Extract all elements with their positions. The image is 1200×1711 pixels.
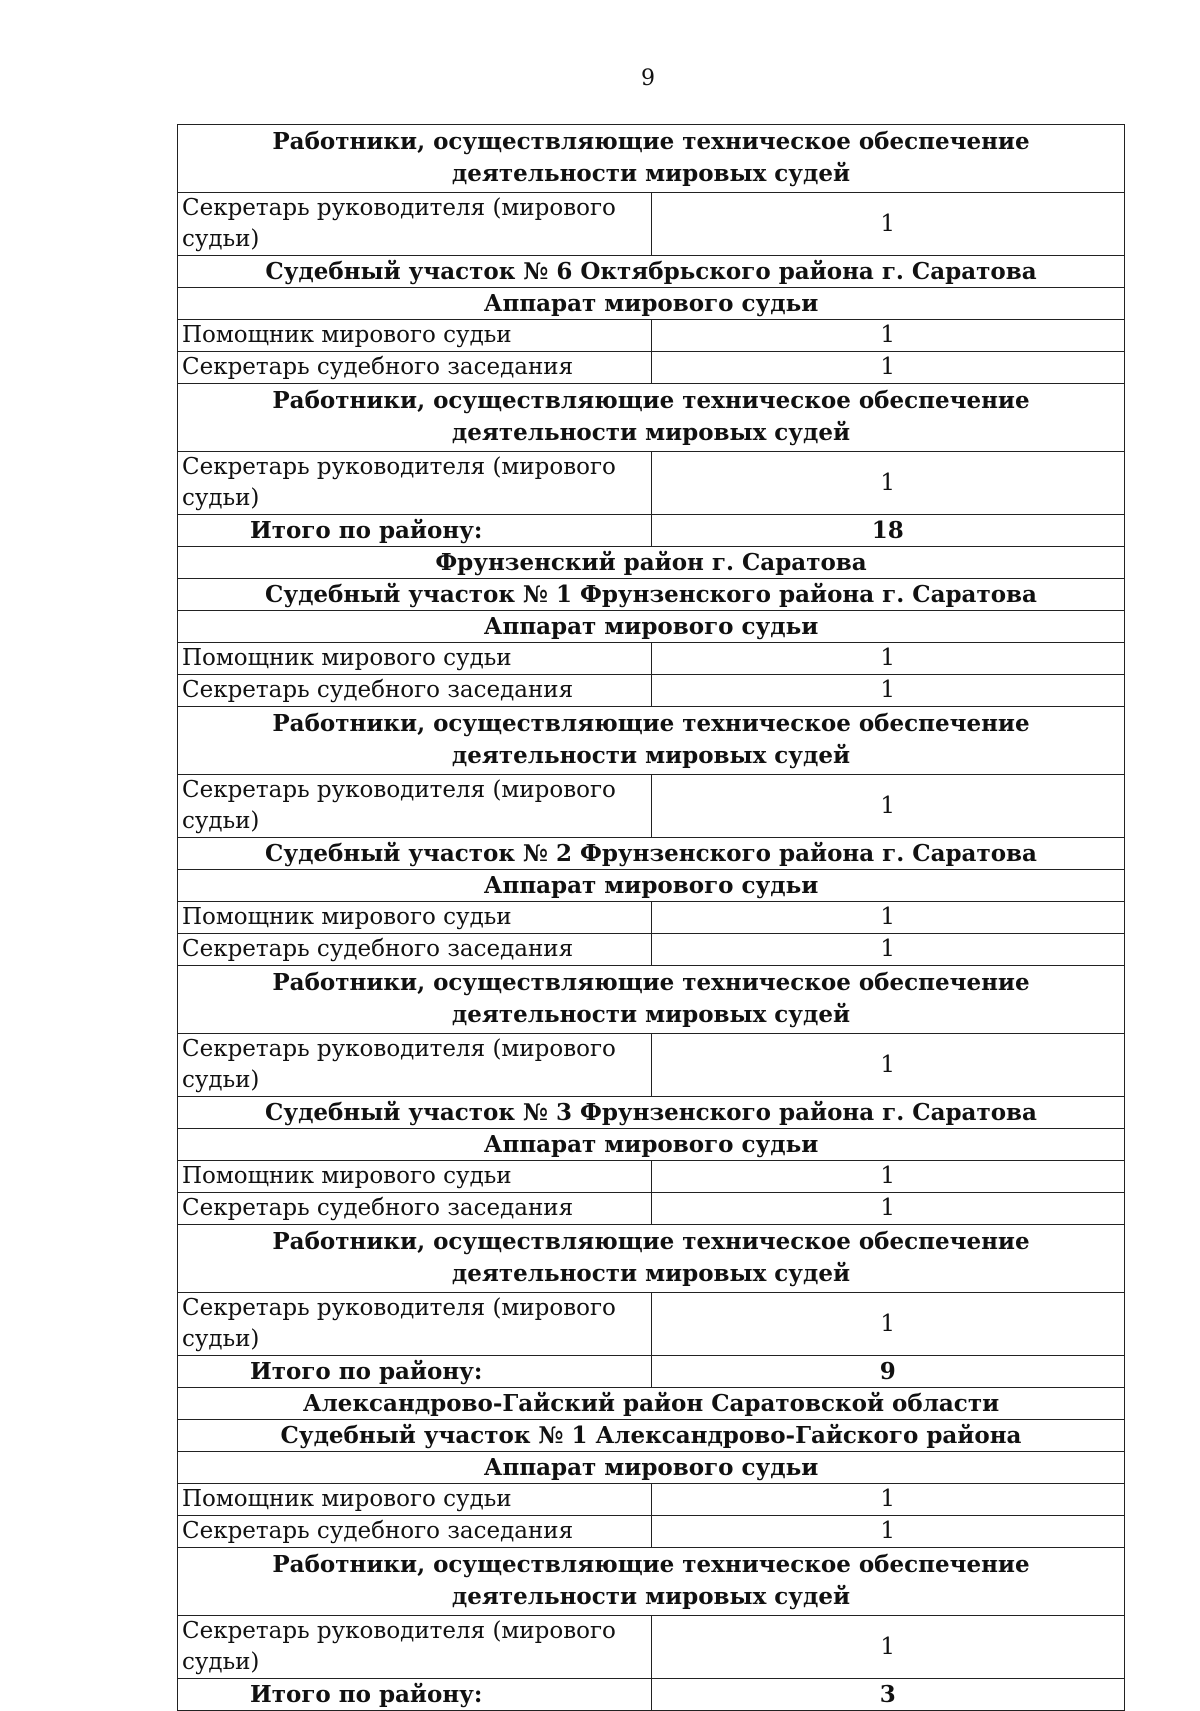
position-count: 1: [651, 1484, 1125, 1516]
section-header-row: [178, 611, 1125, 643]
position-row: [178, 1161, 1125, 1193]
section-header-text: Работники, осуществляющие техническое обеспечение деятельности мировых судей: [178, 1225, 1125, 1293]
section-header-row: [178, 1097, 1125, 1129]
section-header-row: [178, 288, 1125, 320]
position-name: Помощник мирового судьи: [178, 1484, 652, 1516]
position-row: [178, 1193, 1125, 1225]
section-header-text: Работники, осуществляющие техническое обеспечение деятельности мировых судей: [178, 384, 1125, 452]
position-name: Секретарь руководителя (мирового судьи): [178, 1034, 652, 1097]
section-header-text: Работники, осуществляющие техническое обеспечение деятельности мировых судей: [178, 125, 1125, 193]
position-row: [178, 320, 1125, 352]
position-name: Помощник мирового судьи: [178, 1161, 652, 1193]
section-header-row: [178, 579, 1125, 611]
section-header-row: [178, 1388, 1125, 1420]
section-header-row: [178, 1129, 1125, 1161]
position-count: 1: [651, 452, 1125, 515]
position-name: Секретарь судебного заседания: [178, 934, 652, 966]
section-header-row: [178, 1225, 1125, 1293]
position-name: Помощник мирового судьи: [178, 643, 652, 675]
section-header-text: Работники, осуществляющие техническое обеспечение деятельности мировых судей: [178, 707, 1125, 775]
position-row: [178, 643, 1125, 675]
position-name: Секретарь руководителя (мирового судьи): [178, 193, 652, 256]
position-count: 1: [651, 320, 1125, 352]
section-header-text: Аппарат мирового судьи: [178, 1452, 1125, 1484]
position-count: 1: [651, 1516, 1125, 1548]
position-count: 1: [651, 1034, 1125, 1097]
section-header-text: Аппарат мирового судьи: [178, 611, 1125, 643]
position-name: Секретарь судебного заседания: [178, 1516, 652, 1548]
district-total-row: [178, 515, 1125, 547]
section-header-text: Судебный участок № 1 Александрово-Гайского района: [178, 1420, 1125, 1452]
section-header-row: [178, 966, 1125, 1034]
section-header-text: Судебный участок № 6 Октябрьского района г. Саратова: [178, 256, 1125, 288]
district-total-row: [178, 1679, 1125, 1711]
staffing-table-body: [178, 125, 1125, 1711]
total-label: Итого по району:: [178, 1679, 652, 1711]
section-header-text: Александрово-Гайский район Саратовской области: [178, 1388, 1125, 1420]
position-row: [178, 675, 1125, 707]
position-row: [178, 1616, 1125, 1679]
section-header-text: Работники, осуществляющие техническое обеспечение деятельности мировых судей: [178, 1548, 1125, 1616]
total-value: 3: [651, 1679, 1125, 1711]
total-value: 9: [651, 1356, 1125, 1388]
position-row: [178, 1034, 1125, 1097]
district-total-row: [178, 1356, 1125, 1388]
position-count: 1: [651, 1293, 1125, 1356]
section-header-row: [178, 547, 1125, 579]
section-header-text: Аппарат мирового судьи: [178, 870, 1125, 902]
section-header-row: [178, 707, 1125, 775]
position-row: [178, 1293, 1125, 1356]
position-count: 1: [651, 1161, 1125, 1193]
position-count: 1: [651, 1193, 1125, 1225]
position-count: 1: [651, 902, 1125, 934]
position-count: 1: [651, 643, 1125, 675]
section-header-row: [178, 870, 1125, 902]
position-name: Секретарь судебного заседания: [178, 352, 652, 384]
section-header-text: Судебный участок № 3 Фрунзенского района г. Саратова: [178, 1097, 1125, 1129]
position-name: Секретарь руководителя (мирового судьи): [178, 1293, 652, 1356]
section-header-row: [178, 838, 1125, 870]
position-count: 1: [651, 775, 1125, 838]
position-name: Секретарь руководителя (мирового судьи): [178, 775, 652, 838]
position-count: 1: [651, 193, 1125, 256]
section-header-row: [178, 256, 1125, 288]
position-row: [178, 775, 1125, 838]
section-header-row: [178, 1548, 1125, 1616]
position-count: 1: [651, 352, 1125, 384]
section-header-row: [178, 1420, 1125, 1452]
section-header-text: Работники, осуществляющие техническое обеспечение деятельности мировых судей: [178, 966, 1125, 1034]
section-header-text: Судебный участок № 2 Фрунзенского района г. Саратова: [178, 838, 1125, 870]
section-header-text: Аппарат мирового судьи: [178, 288, 1125, 320]
position-name: Помощник мирового судьи: [178, 902, 652, 934]
position-row: [178, 193, 1125, 256]
position-row: [178, 934, 1125, 966]
page-number: 9: [641, 66, 655, 91]
position-count: 1: [651, 934, 1125, 966]
position-row: [178, 1484, 1125, 1516]
staffing-table: [177, 124, 1125, 1711]
position-count: 1: [651, 1616, 1125, 1679]
total-label: Итого по району:: [178, 515, 652, 547]
position-count: 1: [651, 675, 1125, 707]
position-row: [178, 1516, 1125, 1548]
position-name: Секретарь руководителя (мирового судьи): [178, 452, 652, 515]
total-label: Итого по району:: [178, 1356, 652, 1388]
position-name: Секретарь судебного заседания: [178, 675, 652, 707]
position-name: Помощник мирового судьи: [178, 320, 652, 352]
position-name: Секретарь руководителя (мирового судьи): [178, 1616, 652, 1679]
position-row: [178, 902, 1125, 934]
section-header-text: Фрунзенский район г. Саратова: [178, 547, 1125, 579]
position-name: Секретарь судебного заседания: [178, 1193, 652, 1225]
section-header-row: [178, 1452, 1125, 1484]
section-header-text: Аппарат мирового судьи: [178, 1129, 1125, 1161]
section-header-row: [178, 384, 1125, 452]
total-value: 18: [651, 515, 1125, 547]
position-row: [178, 452, 1125, 515]
section-header-text: Судебный участок № 1 Фрунзенского района г. Саратова: [178, 579, 1125, 611]
section-header-row: [178, 125, 1125, 193]
position-row: [178, 352, 1125, 384]
